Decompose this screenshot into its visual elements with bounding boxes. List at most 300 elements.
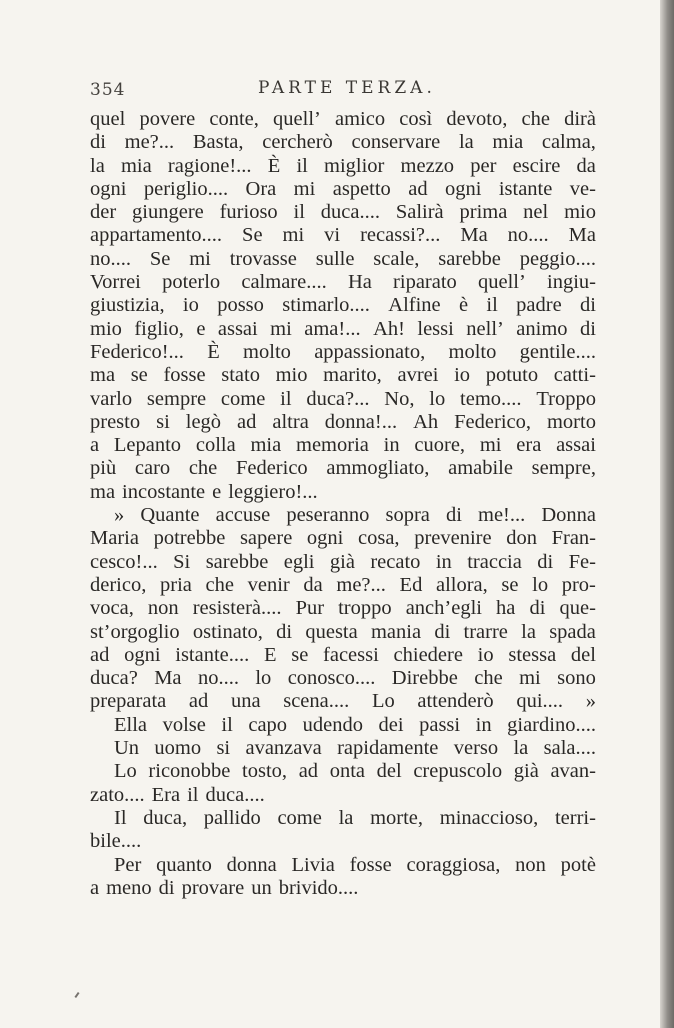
- word: no....: [90, 247, 131, 270]
- text-line: [90, 784, 596, 807]
- word: Troppo: [536, 387, 596, 410]
- word: Federico!...: [90, 340, 184, 363]
- word: onta: [329, 760, 365, 783]
- word: la: [90, 154, 105, 177]
- word: si: [216, 737, 231, 760]
- word: spada: [549, 620, 596, 643]
- text-line: [90, 737, 596, 760]
- word: Ed: [399, 573, 423, 596]
- word: calma,: [541, 131, 596, 154]
- word: come: [220, 387, 266, 410]
- word: caro: [134, 457, 171, 480]
- word: conosco....: [287, 667, 376, 690]
- word: e: [212, 480, 222, 503]
- word: avanzava: [245, 737, 322, 760]
- word: ogni: [124, 643, 161, 666]
- word: istante: [498, 177, 553, 200]
- word: conservare: [351, 131, 441, 154]
- text-line: [90, 667, 596, 690]
- word: se: [291, 643, 309, 666]
- word: Il: [114, 806, 127, 829]
- word: verso: [453, 737, 499, 760]
- word: era: [516, 434, 542, 457]
- text-line: [90, 621, 596, 644]
- word: stessa: [508, 643, 557, 666]
- word: chiedere: [393, 643, 463, 666]
- word: molto: [448, 340, 497, 363]
- word: lo: [429, 387, 446, 410]
- word: già: [513, 760, 539, 783]
- text-line: [90, 690, 596, 713]
- word: no....: [507, 224, 549, 247]
- word: ama!...: [304, 317, 361, 340]
- word: resisterà....: [192, 597, 282, 620]
- word: un: [251, 876, 272, 899]
- word: trovasse: [229, 247, 297, 270]
- word: Era: [151, 783, 181, 806]
- word: se: [501, 573, 519, 596]
- word: duca?: [90, 667, 138, 690]
- word: da: [576, 154, 596, 177]
- word: allora,: [435, 573, 488, 596]
- word: altra: [272, 410, 309, 433]
- word: che: [188, 457, 218, 480]
- word: cosa,: [358, 527, 400, 550]
- word: di: [445, 504, 462, 527]
- word: prevenire: [414, 527, 492, 550]
- word: stimarlo....: [282, 294, 370, 317]
- word: colla: [195, 434, 236, 457]
- word: me?...: [336, 573, 386, 596]
- word: nel: [523, 201, 549, 224]
- word: mi: [519, 667, 541, 690]
- word: Vorrei: [90, 271, 141, 294]
- word: egli: [283, 550, 315, 573]
- word: mi: [189, 247, 211, 270]
- word: scale,: [373, 247, 420, 270]
- word: mia: [120, 154, 152, 177]
- word: prima: [459, 201, 508, 224]
- word: Federico,: [454, 410, 531, 433]
- word: mi: [479, 434, 502, 457]
- word: che: [474, 667, 503, 690]
- word: stato: [221, 364, 260, 387]
- word: Se: [242, 224, 263, 247]
- word: avan-: [550, 760, 596, 783]
- word: la: [338, 806, 354, 829]
- word: assai: [217, 317, 258, 340]
- word: voca,: [90, 597, 134, 620]
- word: vi: [324, 224, 341, 247]
- text-line: [90, 411, 596, 434]
- word: sarebbe: [205, 550, 269, 573]
- word: ingiu-: [547, 271, 596, 294]
- word: Donna: [541, 504, 596, 527]
- word: È: [207, 340, 220, 363]
- word: scena....: [283, 690, 350, 713]
- word: amabile: [448, 457, 513, 480]
- word: ad: [90, 643, 110, 666]
- text-line: [90, 341, 596, 364]
- word: Un: [114, 737, 140, 760]
- word: Basta,: [192, 131, 244, 154]
- word: meno: [106, 876, 152, 899]
- word: catti-: [553, 364, 596, 387]
- word: don: [506, 527, 537, 550]
- word: ammogliato,: [326, 457, 430, 480]
- word: sarebbe: [438, 247, 501, 270]
- word: potè: [560, 853, 596, 876]
- word: presto: [90, 410, 141, 433]
- word: gentile....: [519, 340, 596, 363]
- word: duca....: [320, 201, 380, 224]
- word: quanto: [156, 853, 212, 876]
- word: in: [383, 434, 400, 457]
- word: »: [585, 690, 596, 713]
- word: da: [303, 573, 323, 596]
- page-edge-shadow: [660, 0, 674, 1028]
- word: il: [486, 294, 498, 317]
- page-header: [90, 76, 596, 104]
- word: peseranno: [286, 504, 370, 527]
- word: appartamento....: [90, 224, 223, 247]
- word: duca....: [205, 783, 265, 806]
- word: nell’: [466, 317, 504, 340]
- word: la: [513, 737, 529, 760]
- text-line: [90, 481, 596, 504]
- word: me?...: [124, 131, 175, 154]
- word: riparato: [393, 271, 457, 294]
- word: istante....: [175, 643, 250, 666]
- word: non: [147, 597, 179, 620]
- word: udendo: [302, 713, 363, 736]
- word: appassionato,: [314, 340, 426, 363]
- text-line: [90, 271, 596, 294]
- word: Ha: [347, 271, 372, 294]
- word: qui....: [516, 690, 564, 713]
- word: Pur: [295, 597, 325, 620]
- word: duca,: [143, 806, 188, 829]
- word: rapidamente: [337, 737, 439, 760]
- word: per: [470, 154, 497, 177]
- word: mi: [270, 317, 292, 340]
- word: Ora: [245, 177, 277, 200]
- word: Si: [173, 550, 191, 573]
- word: ha: [496, 597, 516, 620]
- word: il: [296, 154, 308, 177]
- word: sono: [557, 667, 596, 690]
- word: attenderò: [417, 690, 494, 713]
- word: no....: [197, 667, 239, 690]
- word: padre: [516, 294, 562, 317]
- word: me!...: [478, 504, 526, 527]
- page-number: 354: [90, 80, 126, 100]
- word: io: [454, 364, 471, 387]
- word: pro-: [561, 573, 596, 596]
- word: in: [435, 550, 452, 573]
- word: ma: [90, 364, 116, 387]
- text-line: [90, 178, 596, 201]
- word: ad: [237, 410, 257, 433]
- word: leggiero!...: [228, 480, 318, 503]
- word: marito,: [323, 364, 382, 387]
- word: avrei: [397, 364, 439, 387]
- text-line: [90, 877, 596, 900]
- word: come: [277, 806, 322, 829]
- word: facessi: [323, 643, 379, 666]
- word: pallido: [203, 806, 261, 829]
- word: fosse: [349, 853, 392, 876]
- word: Ma: [154, 667, 182, 690]
- text-line: [90, 644, 596, 667]
- word: sempre: [146, 387, 207, 410]
- text-line: [90, 714, 596, 737]
- word: recassi?...: [360, 224, 441, 247]
- word: passi: [419, 713, 461, 736]
- word: pria: [160, 573, 192, 596]
- word: periglio....: [143, 177, 229, 200]
- word: memoria: [296, 434, 369, 457]
- word: ogni: [444, 177, 482, 200]
- word: recato: [370, 550, 421, 573]
- word: si: [156, 410, 170, 433]
- word: que-: [559, 597, 596, 620]
- word: non: [515, 853, 546, 876]
- word: Ah: [413, 410, 439, 433]
- text-line: [90, 224, 596, 247]
- text-line: [90, 131, 596, 154]
- word: escire: [512, 154, 561, 177]
- word: terri-: [554, 806, 596, 829]
- word: donna: [226, 853, 277, 876]
- word: già: [329, 550, 355, 573]
- word: ad: [188, 690, 209, 713]
- word: Ma: [568, 224, 596, 247]
- word: mi: [282, 224, 305, 247]
- word: amico: [335, 108, 386, 130]
- word: quell’: [478, 271, 526, 294]
- word: assai: [556, 434, 596, 457]
- word: di: [276, 620, 293, 643]
- word: capo: [248, 713, 288, 736]
- word: mi: [293, 177, 316, 200]
- word: dirà: [564, 108, 596, 130]
- word: mio: [564, 201, 596, 224]
- word: mania: [370, 620, 422, 643]
- word: così: [399, 108, 433, 130]
- word: »: [114, 504, 125, 527]
- text-line: [90, 108, 596, 131]
- text-line: [90, 294, 596, 317]
- word: che: [521, 108, 550, 130]
- word: giustizia,: [90, 294, 165, 317]
- text-line: [90, 597, 596, 620]
- word: io: [182, 294, 199, 317]
- word: di: [579, 317, 596, 340]
- word: più: [90, 457, 117, 480]
- text-line: [90, 364, 596, 387]
- word: in: [475, 713, 492, 736]
- word: miglior: [324, 154, 385, 177]
- word: temo....: [460, 387, 522, 410]
- word: ad: [408, 177, 428, 200]
- word: zato....: [90, 783, 145, 806]
- word: sulle: [315, 247, 355, 270]
- word: mezzo: [400, 154, 455, 177]
- word: Direbbe: [391, 667, 458, 690]
- word: incostante: [122, 480, 206, 503]
- word: di: [580, 294, 596, 317]
- word: animo: [516, 317, 568, 340]
- word: cesco!...: [90, 550, 158, 573]
- text-line: [90, 434, 596, 457]
- word: Per: [114, 853, 142, 876]
- word: conte,: [209, 108, 259, 130]
- word: Lepanto: [113, 434, 182, 457]
- word: coraggiosa,: [406, 853, 501, 876]
- word: ogni: [306, 527, 344, 550]
- text-line: [90, 807, 596, 830]
- word: Fran-: [551, 527, 596, 550]
- text-line: [90, 830, 596, 853]
- word: Fe-: [568, 550, 596, 573]
- word: lo: [532, 573, 549, 596]
- word: derico,: [90, 573, 147, 596]
- word: a: [90, 434, 100, 457]
- text-line: [90, 457, 596, 480]
- word: Federico: [235, 457, 308, 480]
- word: No,: [384, 387, 415, 410]
- word: Lo: [371, 690, 395, 713]
- word: ragione!...: [167, 154, 252, 177]
- word: mia: [250, 434, 282, 457]
- word: aspetto: [332, 177, 391, 200]
- word: Ella: [114, 713, 148, 736]
- word: di: [158, 876, 175, 899]
- text-line: [90, 201, 596, 224]
- word: potuto: [485, 364, 539, 387]
- word: io: [477, 643, 494, 666]
- text-line: [90, 388, 596, 411]
- word: bile....: [90, 830, 142, 853]
- word: Lo: [114, 760, 137, 783]
- word: figlio,: [134, 317, 184, 340]
- word: il: [293, 201, 305, 224]
- word: ogni: [90, 177, 127, 200]
- word: brivido....: [278, 876, 359, 899]
- word: Se: [149, 247, 171, 270]
- word: duca?...: [306, 387, 370, 410]
- word: cercherò: [262, 131, 333, 154]
- word: devoto,: [446, 108, 508, 130]
- word: traccia: [467, 550, 522, 573]
- word: la: [521, 620, 536, 643]
- text-line: [90, 574, 596, 597]
- word: del: [570, 643, 596, 666]
- running-title: PARTE TERZA.: [258, 78, 436, 98]
- body-text: [90, 108, 596, 900]
- word: mia: [492, 131, 524, 154]
- word: posso: [217, 294, 264, 317]
- word: peggio....: [519, 247, 596, 270]
- word: morte,: [370, 806, 424, 829]
- word: volse: [162, 713, 206, 736]
- word: fosse: [163, 364, 206, 387]
- word: di: [90, 131, 106, 154]
- word: povere: [139, 108, 196, 130]
- word: quell’: [273, 108, 321, 130]
- word: sempre,: [531, 457, 596, 480]
- word: Maria: [90, 527, 139, 550]
- word: potrebbe: [153, 527, 226, 550]
- word: Ah!: [373, 317, 405, 340]
- word: accuse: [215, 504, 271, 527]
- word: del: [376, 760, 402, 783]
- word: calmare....: [241, 271, 327, 294]
- word: E: [263, 643, 277, 666]
- word: giungere: [132, 201, 204, 224]
- word: Ma: [460, 224, 488, 247]
- text-line: [90, 504, 596, 527]
- word: legò: [185, 410, 222, 433]
- word: il: [280, 387, 292, 410]
- word: giardino....: [507, 713, 596, 736]
- word: mio: [90, 317, 122, 340]
- word: sopra: [385, 504, 430, 527]
- word: crepuscolo: [413, 760, 503, 783]
- word: ve-: [569, 177, 596, 200]
- word: lessi: [417, 317, 454, 340]
- word: la: [458, 131, 474, 154]
- text-line: [90, 318, 596, 341]
- word: st’orgoglio: [90, 620, 180, 643]
- text-line: [90, 854, 596, 877]
- text-line: [90, 760, 596, 783]
- word: sapere: [239, 527, 293, 550]
- word: cuore,: [414, 434, 466, 457]
- word: morto: [546, 410, 596, 433]
- word: tosto,: [242, 760, 288, 783]
- book-page: [90, 76, 596, 900]
- word: minaccioso,: [439, 806, 539, 829]
- word: dei: [378, 713, 404, 736]
- ink-speck: [74, 992, 79, 998]
- word: una: [230, 690, 261, 713]
- text-line: [90, 527, 596, 550]
- word: è: [458, 294, 469, 317]
- word: Salirà: [395, 201, 444, 224]
- word: e: [196, 317, 206, 340]
- word: Alfine: [388, 294, 441, 317]
- word: uomo: [154, 737, 202, 760]
- word: di: [434, 620, 451, 643]
- word: ad: [298, 760, 319, 783]
- word: varlo: [90, 387, 133, 410]
- text-line: [90, 155, 596, 178]
- word: Quante: [140, 504, 200, 527]
- text-line: [90, 248, 596, 271]
- word: poterlo: [162, 271, 221, 294]
- word: donna!...: [324, 410, 398, 433]
- word: il: [221, 713, 233, 736]
- word: trarre: [463, 620, 508, 643]
- word: sala....: [543, 737, 596, 760]
- word: che: [205, 573, 234, 596]
- word: a: [90, 876, 100, 899]
- word: questa: [305, 620, 358, 643]
- word: furioso: [219, 201, 278, 224]
- word: anch’egli: [405, 597, 482, 620]
